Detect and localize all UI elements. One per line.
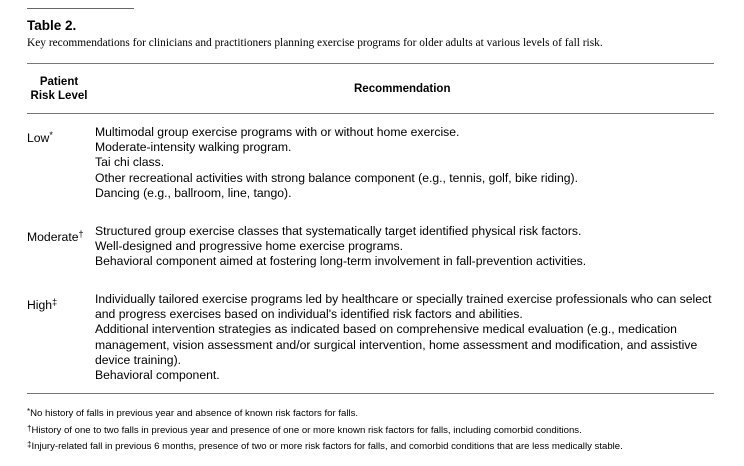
- risk-level-moderate: [27, 230, 84, 244]
- header-top-rule: [27, 63, 714, 64]
- footnote-moderate: [27, 425, 582, 437]
- footnote-mark: ‡: [27, 440, 32, 449]
- footnote-low: [27, 408, 358, 420]
- risk-header-line-2: Risk Level: [30, 90, 88, 102]
- list-item: Moderate-intensity walking program.: [95, 140, 292, 155]
- column-header-risk-level: [27, 75, 91, 103]
- footnote-mark: †: [27, 424, 32, 433]
- column-header-recommendation: Recommendation: [354, 83, 451, 95]
- risk-level-high: [27, 298, 57, 312]
- recommendations-high: [95, 292, 720, 383]
- risk-label: Moderate: [27, 230, 79, 244]
- risk-level-low: [27, 131, 53, 145]
- list-item: Well-designed and progressive home exercise programs.: [95, 239, 403, 254]
- table-bottom-rule: [27, 393, 714, 394]
- footnote-text: No history of falls in previous year and absence of known risk factors for falls.: [30, 408, 359, 419]
- list-item: Structured group exercise classes that systematically target identified physical risk factors.: [95, 224, 582, 238]
- footnote-text: Injury-related fall in previous 6 months, presence of two or more risk factors for falls, and comorbid conditions that are less medically stable.: [31, 441, 623, 452]
- risk-header-line-1: Patient: [39, 76, 79, 88]
- recommendations-moderate: [95, 224, 720, 270]
- list-item: Individually tailored exercise programs led by healthcare or specially trained exercise professionals who can select and progress exercises based on individual's identified risk factors and abilities.: [95, 292, 712, 322]
- list-item: Additional intervention strategies as indicated based on comprehensive medical evaluation (e.g., medication management, vision assessment and/or surgical intervention, home assessment and modification, and assistive device training).: [95, 322, 698, 367]
- top-rule: [27, 8, 134, 9]
- recommendations-low: [95, 125, 720, 201]
- footnote-mark: *: [27, 407, 31, 416]
- risk-label: High: [27, 298, 53, 312]
- list-item: Behavioral component aimed at fostering long-term involvement in fall-prevention activities.: [95, 254, 587, 269]
- table-caption: Key recommendations for clinicians and practitioners planning exercise programs for older adults at various levels of fall risk.: [27, 37, 603, 49]
- header-bottom-rule: [27, 113, 714, 114]
- risk-label: Low: [27, 131, 50, 145]
- footnote-high: [27, 441, 623, 453]
- footnote-mark: ‡: [52, 297, 58, 307]
- footnote-text: History of one to two falls in previous year and presence of one or more known risk factors for falls, including comorbid conditions.: [31, 425, 582, 436]
- list-item: Behavioral component.: [95, 368, 220, 383]
- list-item: Other recreational activities with strong balance component (e.g., tennis, golf, bike riding).: [95, 170, 579, 185]
- list-item: Multimodal group exercise programs with or without home exercise.: [95, 125, 460, 139]
- table-label: Table 2.: [27, 18, 77, 33]
- footnote-mark: †: [78, 229, 84, 239]
- list-item: Tai chi class.: [95, 155, 165, 170]
- list-item: Dancing (e.g., ballroom, line, tango).: [95, 185, 292, 200]
- footnote-mark: *: [49, 130, 53, 140]
